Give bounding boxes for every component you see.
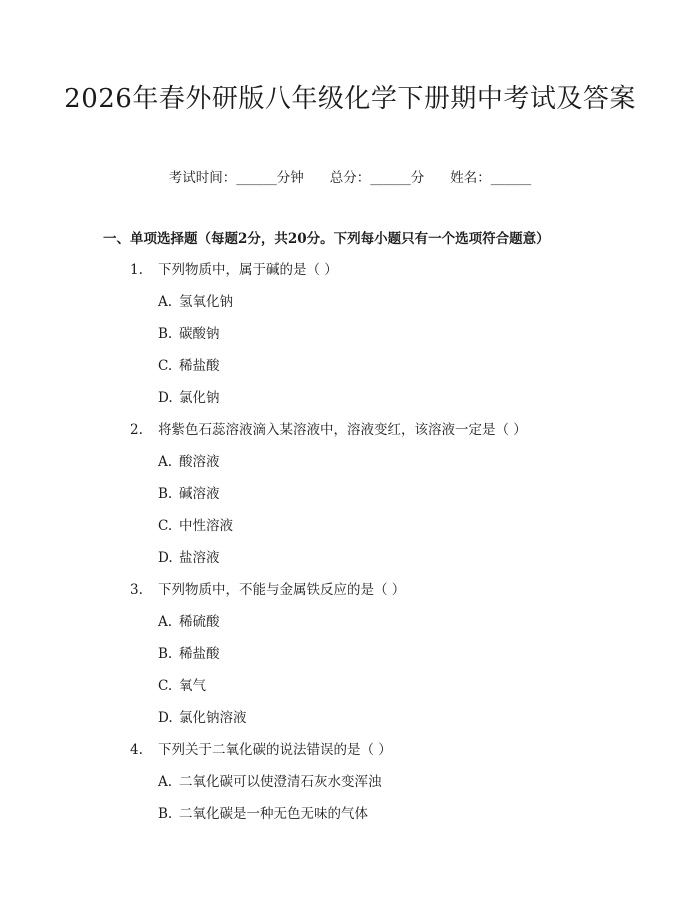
option-letter: C. [158,358,173,374]
question-number: 4. [130,742,143,758]
answer-option [0,708,700,728]
answer-option [0,612,700,632]
answer-option [0,324,700,344]
document-title: 2026年春外研版八年级化学下册期中考试及答案 [64,84,636,114]
option-letter: B. [158,806,173,822]
option-letter: C. [158,678,173,694]
section-heading-single-choice: 一、单项选择题（每题2分，共20分。下列每小题只有一个选项符合题意） [103,231,550,247]
option-text: 氯化钠溶液 [179,710,247,726]
option-letter: B. [158,646,173,662]
total-score-label: 总分：______分 [329,170,425,186]
option-letter: A. [158,774,173,790]
option-text: 氢氧化钠 [179,294,233,310]
option-letter: A. [158,614,173,630]
answer-option [0,548,700,568]
student-name-label: 姓名：______ [450,170,532,186]
option-text: 氯化钠 [179,390,220,406]
answer-option [0,356,700,376]
answer-option [0,676,700,696]
answer-option [0,804,700,824]
exam-time-label: 考试时间：______分钟 [168,170,304,186]
option-text: 碳酸钠 [179,326,220,342]
option-text: 盐溶液 [179,550,220,566]
question-item [0,580,700,600]
exam-info-line [0,168,700,188]
question-text: 下列物质中，不能与金属铁反应的是（ ） [158,582,406,598]
answer-option [0,516,700,536]
answer-option [0,388,700,408]
question-text: 下列关于二氧化碳的说法错误的是（ ） [158,742,392,758]
question-text: 将紫色石蕊溶液滴入某溶液中，溶液变红，该溶液一定是（ ） [158,422,527,438]
question-item [0,260,700,280]
option-text: 二氧化碳是一种无色无味的气体 [179,806,368,822]
option-text: 氧气 [179,678,206,694]
answer-option [0,644,700,664]
option-letter: D. [158,390,173,406]
answer-option [0,484,700,504]
option-letter: C. [158,518,173,534]
option-text: 二氧化碳可以使澄清石灰水变浑浊 [179,774,382,790]
option-letter: B. [158,486,173,502]
option-letter: D. [158,710,173,726]
question-text: 下列物质中，属于碱的是（ ） [158,262,338,278]
option-text: 稀盐酸 [179,358,220,374]
question-item [0,420,700,440]
option-letter: A. [158,454,173,470]
question-number: 3. [130,582,143,598]
option-text: 酸溶液 [179,454,220,470]
question-item [0,740,700,760]
option-text: 中性溶液 [179,518,233,534]
option-letter: A. [158,294,173,310]
question-number: 1. [130,262,143,278]
question-number: 2. [130,422,143,438]
answer-option [0,452,700,472]
option-text: 稀硫酸 [179,614,220,630]
option-letter: B. [158,326,173,342]
answer-option [0,292,700,312]
option-text: 稀盐酸 [179,646,220,662]
answer-option [0,772,700,792]
option-letter: D. [158,550,173,566]
option-text: 碱溶液 [179,486,220,502]
